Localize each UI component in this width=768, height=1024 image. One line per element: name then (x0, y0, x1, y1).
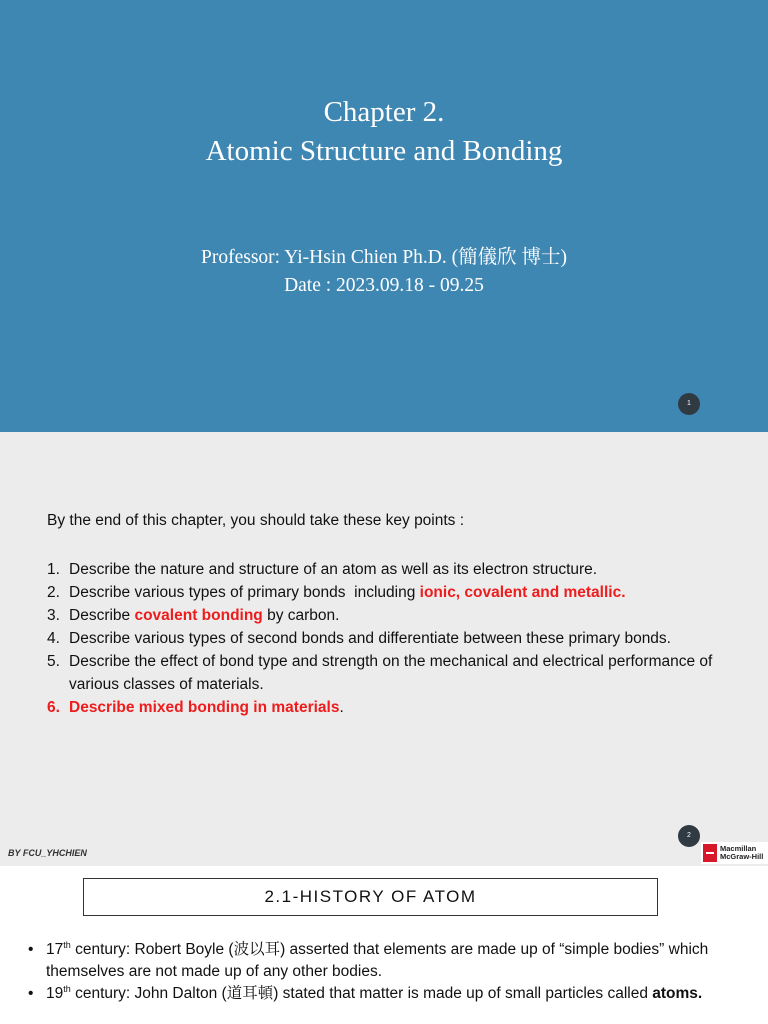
list-item (47, 604, 747, 627)
item-text-after: by carbon. (262, 607, 340, 624)
list-item (47, 581, 747, 604)
chapter-title: Atomic Structure and Bonding (205, 135, 563, 167)
bullet-icon: • (28, 985, 34, 1002)
title-slide (0, 0, 768, 432)
item-number: 6. (47, 699, 60, 716)
section-title: 2.1-HISTORY OF ATOM (83, 878, 658, 916)
item-bold: atoms. (652, 985, 703, 1002)
century-number: 19 (46, 985, 64, 1002)
list-item (28, 983, 728, 1005)
publisher-logo (701, 842, 768, 864)
item-text: Describe various types of second bonds and differentiate between these primary bonds. (69, 630, 671, 647)
objectives-slide (0, 432, 768, 866)
item-text: Describe the effect of bond type and strength on the mechanical and electrical performance of various classes of materials. (69, 653, 713, 693)
page-number-badge: 2 (678, 825, 700, 847)
item-text: Describe the nature and structure of an atom as well as its electron structure. (69, 561, 598, 578)
list-item (47, 696, 747, 719)
century-suffix: th (63, 939, 71, 950)
intro-text: By the end of this chapter, you should take these key points : (47, 512, 465, 529)
item-text: century: Robert Boyle (波以耳) asserted that elements are made up of “simple bodies” which themselves are not made up of any other bodies. (46, 941, 709, 980)
list-item (47, 627, 747, 650)
item-number: 4. (47, 630, 60, 647)
item-text: Describe various types of primary bonds including (69, 584, 420, 601)
publisher-logo-text (720, 845, 763, 861)
page-number-badge: 1 (678, 393, 700, 415)
item-text-after: . (339, 699, 344, 716)
slide-title (0, 93, 768, 171)
list-item (47, 650, 747, 696)
slide-subtitle (0, 244, 768, 300)
history-list (28, 939, 728, 1005)
logo-line1: Macmillan (720, 844, 757, 853)
author-byline: BY FCU_YHCHIEN (8, 848, 87, 858)
century-number: 17 (46, 941, 64, 958)
list-item (28, 939, 728, 983)
list-item (47, 558, 747, 581)
item-highlight: covalent bonding (134, 607, 263, 624)
history-slide (0, 866, 768, 1024)
logo-line2: McGraw-Hill (720, 852, 764, 861)
date-line: Date : 2023.09.18 - 09.25 (284, 275, 484, 296)
item-highlight: ionic, covalent and metallic. (419, 584, 626, 601)
publisher-logo-icon (703, 844, 717, 862)
item-text: Describe (69, 607, 135, 624)
item-text: century: John Dalton (道耳頓) stated that matter is made up of small particles called (70, 985, 653, 1002)
objectives-list (47, 558, 747, 719)
item-highlight: Describe mixed bonding in materials (69, 699, 340, 716)
item-number: 3. (47, 607, 60, 624)
century-suffix: th (63, 983, 71, 994)
item-number: 1. (47, 561, 60, 578)
professor-line: Professor: Yi-Hsin Chien Ph.D. (簡儀欣 博士) (201, 247, 567, 268)
item-number: 2. (47, 584, 60, 601)
bullet-icon: • (28, 941, 34, 958)
chapter-number: Chapter 2. (323, 96, 445, 128)
item-number: 5. (47, 653, 60, 670)
